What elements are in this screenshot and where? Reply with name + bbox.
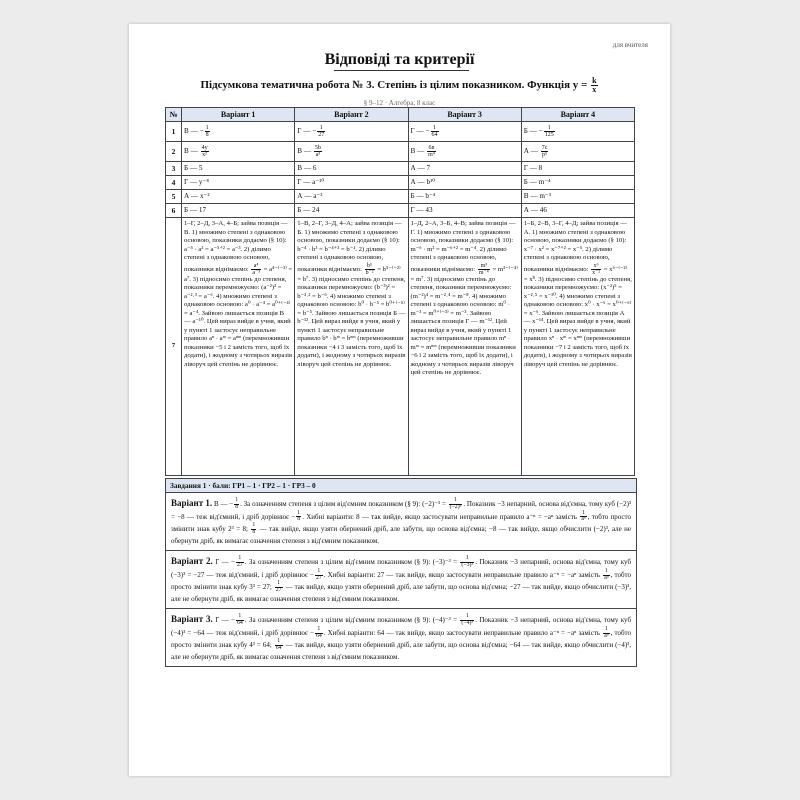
criteria-fraction <box>315 569 323 582</box>
answer-fraction <box>544 125 555 138</box>
answer-cell <box>521 122 634 142</box>
answer-cell <box>182 142 295 162</box>
fraction-den: x² <box>202 152 207 158</box>
column-header: № <box>166 108 182 122</box>
answer-prefix: В — <box>410 147 427 156</box>
explanation-fraction <box>251 263 261 276</box>
answers-table <box>165 107 635 476</box>
fraction-num: 1 <box>582 509 585 516</box>
criteria-fraction <box>234 498 239 511</box>
variant-label: Варіант 3. <box>171 614 213 625</box>
fraction-num: 1 <box>460 614 474 621</box>
answer-cell <box>295 142 408 162</box>
answer-cell <box>408 122 521 142</box>
criteria-text: . Показник −3 непарний, основа від'ємна, тому куб (−3)³ = −27 — теж від'ємний, і дріб дорівнює − <box>171 558 632 579</box>
answer-cell: Б — 17 <box>182 204 295 218</box>
answer-cell: Г — 8 <box>521 162 634 176</box>
criteria-text: . За означенням степеня з цілим від'ємним показником (§ 9): (−2)⁻³ = <box>240 500 446 508</box>
criteria-item <box>166 608 636 666</box>
explanation-fraction <box>365 263 375 276</box>
explanation-text: 1–Б, 2–В, 3–Г, 4–Д; зайва позиція — А. 1) множимо степені з однаковою основою, показники додаємо (§ 10): x⁻⁷ · x² = x⁻⁷⁺² = x⁻⁵. 2) ділимо степені з однаковою основою, показники віднімаємо: <box>523 220 627 273</box>
criteria-text: . Показник −3 непарний, основа від'ємна, тому куб (−2)³ = −8 — теж від'ємний, і дріб дорівнює − <box>171 500 632 521</box>
task-number: 2 <box>166 142 182 162</box>
explanation-text: = m³⁻⁽⁻⁴⁾ = m⁷. 3) підносимо степінь до степеня, показники перемножуємо: (m⁻²)⁴ = m⁻²·⁴ = m⁻⁸. 4) множимо степені з однаковою основою: m⁰ · m⁻³ = m⁰⁺⁽⁻³⁾ = m⁻³. Зайвою лишається позиція Г — m⁻¹². Цей вираз вийде в учня, який у пункті 1 застосує неправильне правило mⁿ · mᵐ = mⁿᵐ (перемноживши показники −6 і 2 замість того, щоб їх додати), і жодному з чотирьох виразів ліворуч цей степінь не дорівнює. <box>410 265 518 376</box>
variant-label: Варіант 2. <box>171 556 213 567</box>
fraction-num: 1 <box>235 497 239 504</box>
fraction-num: 1 <box>604 567 608 574</box>
corner-label: для вчителя <box>612 41 648 49</box>
fraction-num: 1 <box>275 639 283 646</box>
fraction-num: 1 <box>236 614 244 621</box>
answer-fraction <box>201 145 209 158</box>
answer-cell: А — 46 <box>521 204 634 218</box>
column-header: Варіант 3 <box>408 108 521 122</box>
fraction-num: 1 <box>460 556 474 563</box>
task-number: 1 <box>166 122 182 142</box>
fraction-den: (−4)³ <box>461 620 474 627</box>
fraction-den: p⁵ <box>542 152 548 158</box>
criteria-box <box>165 478 637 667</box>
answer-fraction <box>317 125 325 138</box>
subtitle-fraction-num: k <box>592 76 597 85</box>
fraction-num: 4y <box>201 145 208 151</box>
column-header: Варіант 4 <box>521 108 634 122</box>
table-row <box>166 142 635 162</box>
explanation-fraction <box>591 263 601 276</box>
page-subtitle <box>129 77 670 94</box>
criteria-fraction <box>251 523 256 536</box>
explanation-text: 1–Д, 2–А, 3–Б, 4–В; зайва позиція — Г. 1) множимо степені з однаковою основою, показники додаємо (§ 10): m⁻⁶ · m² = m⁻⁶⁺² = m⁻⁴. 2) ділимо степені з однаковою основою, показники віднімаємо: <box>410 220 516 273</box>
fraction-num: 1 <box>544 125 555 132</box>
fraction-den: 27 <box>236 561 243 568</box>
answer-cell-long <box>408 218 521 476</box>
criteria-fraction <box>603 627 609 640</box>
answer-cell: Г — 43 <box>408 204 521 218</box>
fraction-num: 1 <box>205 125 209 131</box>
explanation-fraction <box>478 263 490 276</box>
criteria-fraction <box>580 511 586 524</box>
explanation-text: = b⁵⁻⁽⁻²⁾ = b⁷. 3) підносимо степінь до степеня, показники перемножуємо: (b⁻³)² = b⁻³·² = b⁻⁶. 4) множимо степені з однаковою основою: b⁰ · b⁻⁵ = b⁰⁺⁽⁻⁵⁾ = b⁻⁵. Зайвою лишається позиція Б — b⁻¹². Цей вираз вийде в учня, який у пункті 1 застосує неправильне правило bⁿ · bᵐ = bⁿᵐ (перемноживши показники −4 і 3 замість того, щоб їх додати), і жодному з чотирьох виразів ліворуч цей степінь не дорівнює. <box>297 265 406 368</box>
explanation-text: 1–В, 2–Г, 3–Д, 4–А; зайва позиція — Б. 1) множимо степені з однаковою основою, показники додаємо (§ 10): b⁻⁴ · b³ = b⁻⁴⁺³ = b⁻¹. 2) ділимо степені з однаковою основою, показники віднімаємо: <box>297 220 402 273</box>
criteria-item <box>166 550 636 608</box>
fraction-num: a⁴ <box>251 263 261 270</box>
answer-cell <box>182 122 295 142</box>
fraction-den: 8 <box>235 503 239 510</box>
answer-cell: Б — m⁻⁴ <box>521 176 634 190</box>
fraction-num: 1 <box>449 498 463 505</box>
fraction-num: 5b <box>314 145 321 151</box>
table-row <box>166 218 635 476</box>
answer-prefix: А — <box>523 147 540 156</box>
explanation-text: = a⁴⁻⁽⁻³⁾ = a⁷. 3) підносимо степінь до степеня, показники перемножуємо: (a⁻²)³ = a⁻²·³ = a⁻⁶. 4) множимо степені з однаковою основою: a⁰ · a⁻⁴ = a⁰⁺⁽⁻⁴⁾ = a⁻⁴. Зайвою лишається позиція В — a⁻¹⁰. Цей вираз вийде в учня, який у пункті 1 застосує неправильне правило aⁿ · aᵐ = aⁿᵐ (перемноживши показники −5 і 2 замість того, щоб їх додати), і жодному з чотирьох виразів ліворуч цей степінь не дорівнює. <box>184 265 293 368</box>
task-number: 7 <box>166 218 182 476</box>
fraction-num: 1 <box>297 509 301 516</box>
fraction-den: m⁴ <box>428 152 435 158</box>
fraction-num: 1 <box>236 556 244 563</box>
title-underline <box>334 70 469 71</box>
fraction-den: 125 <box>544 132 554 138</box>
criteria-fraction <box>315 627 323 640</box>
fraction-num: 1 <box>252 522 256 529</box>
criteria-fraction <box>275 639 283 652</box>
fraction-den: x⁻² <box>592 269 601 276</box>
answer-fraction <box>431 125 439 138</box>
criteria-fraction <box>449 498 463 511</box>
criteria-text: — так вийде, якщо узяти обернений дріб, але забути, що основа від'ємна; −27 — так вийде, якщо обчислити (−3)³, але не обернути дріб, як вимагає означення степеня з від'ємним показником. <box>171 583 632 603</box>
table-row <box>166 190 635 204</box>
table-row <box>166 176 635 190</box>
criteria-text: . Хибні варіанти: 8 — так вийде, якщо застосувати неправильне правило a⁻ⁿ = −aⁿ замість <box>302 512 578 521</box>
answer-cell-long <box>182 218 295 476</box>
fraction-num: 1 <box>275 581 283 588</box>
criteria-text: Г — − <box>215 558 235 567</box>
answer-cell: А — x⁻² <box>182 190 295 204</box>
explanation-text: = x⁶⁻⁽⁻²⁾ = x⁸. 3) підносимо степінь до степеня, показники перемножуємо: (x⁻²)⁵ = x⁻²·⁵ = x⁻¹⁰. 4) множимо степені з однаковою основою: x⁰ · x⁻⁶ = x⁰⁺⁽⁻⁶⁾ = x⁻⁶. Зайвою лишається позиція А — x⁻¹⁴. Цей вираз вийде в учня, який у пункті 1 застосує неправильне правило xⁿ · xᵐ = xⁿᵐ (перемноживши показники −7 і 2 замість того, щоб їх додати), і жодному з чотирьох виразів ліворуч цей степінь не дорівнює. <box>523 265 632 368</box>
answer-prefix: Б — − <box>523 127 543 136</box>
answer-cell: Г — a⁻¹⁰ <box>295 176 408 190</box>
answer-cell-long <box>295 218 408 476</box>
subtitle-text: Підсумкова тематична робота № 3. Степінь із цілим показником. Функція y = <box>200 79 588 92</box>
fraction-den: m⁻⁴ <box>478 269 489 276</box>
answer-cell: Б — 5 <box>182 162 295 176</box>
criteria-text: . За означенням степеня з цілим від'ємним показником (§ 9): (−3)⁻³ = <box>244 558 458 567</box>
variant-label: Варіант 1. <box>171 498 213 508</box>
criteria-fraction <box>460 614 474 627</box>
fraction-num: 1 <box>317 125 325 132</box>
fraction-den: 8 <box>297 516 301 523</box>
subtitle-fraction <box>591 77 597 94</box>
criteria-fraction <box>275 581 283 594</box>
fraction-den: 27 <box>318 132 325 138</box>
answer-prefix: В — − <box>184 127 204 136</box>
fraction-den: 27 <box>275 587 282 594</box>
answer-fraction <box>205 125 210 138</box>
fraction-den: 64 <box>315 632 322 639</box>
answer-prefix: Г — − <box>410 127 430 136</box>
criteria-text: . Хибні варіанти: 27 — так вийде, якщо застосувати неправильне правило a⁻ⁿ = −aⁿ замість <box>323 570 601 579</box>
criteria-fraction <box>460 556 474 569</box>
criteria-text: . Хибні варіанти: 64 — так вийде, якщо застосувати неправильне правило a⁻ⁿ = −aⁿ замість <box>323 628 601 637</box>
fraction-num: 1 <box>431 125 439 132</box>
fraction-num: 1 <box>315 627 323 634</box>
fraction-den: aⁿ <box>604 574 609 581</box>
criteria-fraction <box>236 614 244 627</box>
table-row <box>166 162 635 176</box>
answer-fraction <box>314 145 322 158</box>
fraction-den: 64 <box>236 620 243 627</box>
fraction-num: 1 <box>315 569 323 576</box>
criteria-text: , тобто просто змінити знак кубу 4³ = 64; <box>171 628 632 650</box>
criteria-fraction <box>296 511 301 524</box>
fraction-den: aⁿ <box>604 632 609 639</box>
answer-cell-long <box>521 218 634 476</box>
column-header: Варіант 2 <box>295 108 408 122</box>
fraction-num: 7c <box>541 145 548 151</box>
fraction-den: a⁻³ <box>252 269 260 276</box>
criteria-fraction <box>236 556 244 569</box>
fraction-den: b⁻² <box>365 269 374 276</box>
answer-sheet <box>129 24 670 776</box>
criteria-text: Г — − <box>215 616 235 625</box>
answer-cell: А — a⁻³ <box>295 190 408 204</box>
fraction-den: aⁿ <box>581 516 586 523</box>
fraction-den: 27 <box>315 574 322 581</box>
criteria-text: , тобто просто змінити знак кубу 3³ = 27; <box>171 570 632 592</box>
fraction-num: m³ <box>478 263 490 270</box>
table-row <box>166 122 635 142</box>
criteria-text: . Показник −3 непарний, основа від'ємна, тому куб (−4)³ = −64 — теж від'ємний, і дріб дорівнює − <box>171 616 632 637</box>
answer-cell: Г — y⁻⁸ <box>182 176 295 190</box>
fraction-den: (−2)³ <box>449 503 462 510</box>
answer-cell: А — 7 <box>408 162 521 176</box>
answer-cell: Б — 24 <box>295 204 408 218</box>
source-note: § 9–12 · Алгебра, 8 клас <box>363 99 436 107</box>
fraction-den: (−3)³ <box>461 561 474 568</box>
answer-cell: В — m⁻³ <box>521 190 634 204</box>
answer-cell: А — b¹⁰ <box>408 176 521 190</box>
fraction-num: x⁶ <box>591 263 601 270</box>
fraction-den: 8 <box>252 529 256 536</box>
answer-cell: В — 6 <box>295 162 408 176</box>
table-header-row <box>166 108 635 122</box>
criteria-text: — так вийде, якщо узяти обернений дріб, але забути, що основа від'ємна; −8 — так вийде, якщо обчислити (−2)³, але не обернути дріб, як вимагає означення степеня з від'ємним показником. <box>171 525 632 545</box>
answer-prefix: В — <box>184 147 200 156</box>
task-number: 4 <box>166 176 182 190</box>
answer-cell <box>295 122 408 142</box>
table-row <box>166 204 635 218</box>
subtitle-fraction-den: x <box>592 85 597 94</box>
answer-cell <box>521 142 634 162</box>
answer-fraction <box>541 145 549 158</box>
answer-cell: Б — b⁻⁴ <box>408 190 521 204</box>
task-number: 5 <box>166 190 182 204</box>
answer-prefix: Г — − <box>297 127 317 136</box>
answer-prefix: В — <box>297 147 313 156</box>
criteria-item <box>166 493 636 550</box>
criteria-text: В — − <box>213 500 234 508</box>
fraction-den: 64 <box>275 645 282 652</box>
fraction-den: 64 <box>431 132 438 138</box>
answer-fraction <box>427 145 436 158</box>
column-header: Варіант 1 <box>182 108 295 122</box>
answer-cell <box>408 142 521 162</box>
criteria-header: Завдання 1 · бали: ГР1 – 1 · ГР2 – 1 · ГР3 – 0 <box>166 479 636 493</box>
criteria-fraction <box>603 569 609 582</box>
task-number: 6 <box>166 204 182 218</box>
criteria-text: , тобто просто змінити знак кубу 2³ = 8; <box>171 512 631 534</box>
fraction-den: a³ <box>315 152 321 158</box>
fraction-den: 8 <box>205 132 209 138</box>
page-title: Відповіді та критерії <box>324 51 475 68</box>
criteria-text: — так вийде, якщо узяти обернений дріб, але забути, що основа від'ємна; −64 — так вийде, якщо обчислити (−4)³, але не обернути дріб, як вимагає означення степеня з від'ємним показником. <box>171 641 632 661</box>
fraction-num: 6n <box>428 145 435 151</box>
task-number: 3 <box>166 162 182 176</box>
fraction-num: 1 <box>604 625 608 632</box>
explanation-text: 1–Г, 2–Д, 3–А, 4–Б; зайва позиція — В. 1) множимо степені з однаковою основою, показники додаємо (§ 10): a⁻⁵ · a² = a⁻⁵⁺² = a⁻³. 2) ділимо степені з однаковою основою, показники віднімаємо: <box>184 220 288 273</box>
criteria-text: . За означенням степеня з цілим від'ємним показником (§ 9): (−4)⁻³ = <box>244 616 458 625</box>
fraction-num: b⁵ <box>365 263 375 270</box>
